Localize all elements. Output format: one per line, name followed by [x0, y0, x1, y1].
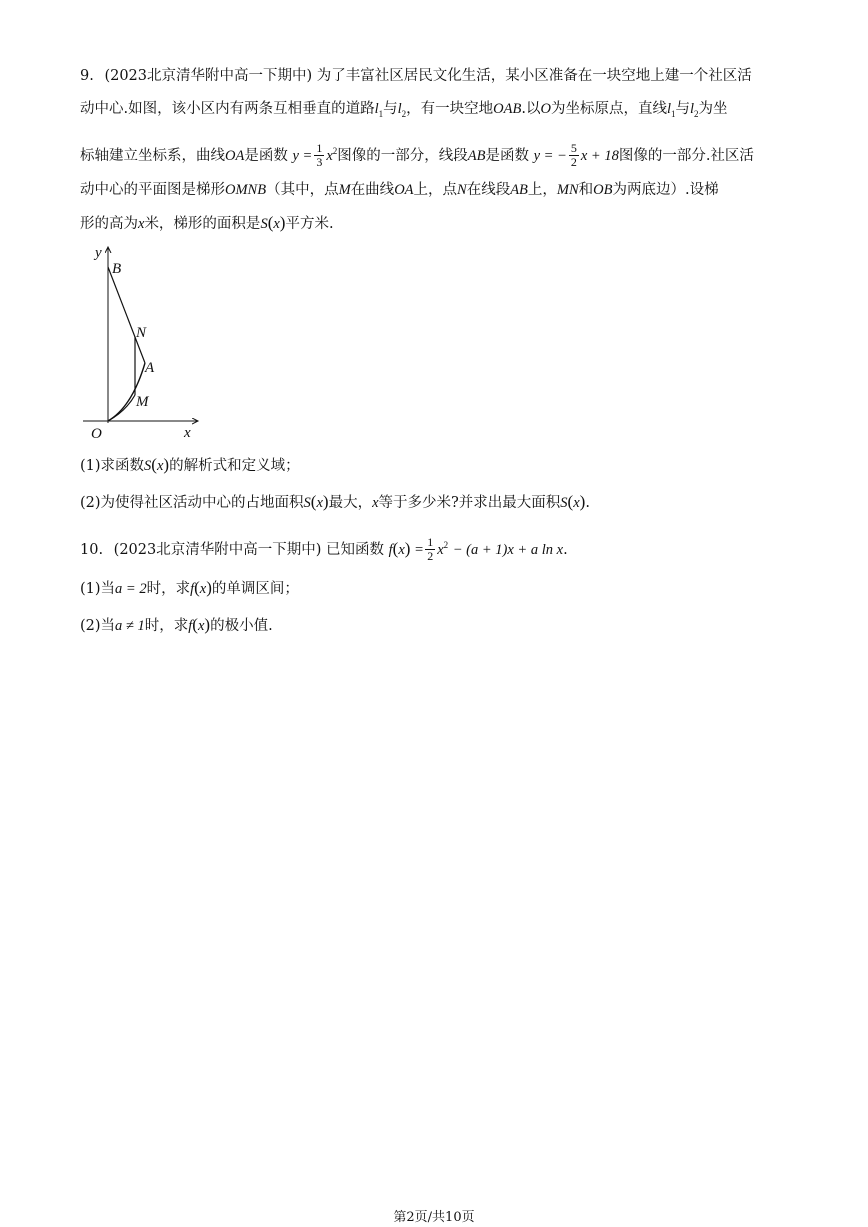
q10-line-1 — [80, 530, 800, 564]
paren: ( — [392, 538, 399, 558]
var-x: x — [197, 618, 205, 634]
q9-text: 形的高为 — [80, 216, 138, 232]
q9-line-5 — [80, 213, 800, 234]
q10-sub-text: (2)当 — [80, 618, 116, 634]
q10-text: 已知函数 — [326, 541, 384, 558]
q10-source: (2023北京清华附中高一下期中) — [113, 541, 322, 558]
formula-1-var: x — [326, 147, 333, 164]
paren: ) — [579, 492, 586, 511]
point-m: M — [338, 182, 351, 198]
q9-text: ，有一块空地 — [406, 101, 494, 117]
paren: ) — [206, 578, 212, 597]
formula-1-exponent: 2 — [332, 146, 338, 156]
q9-text: 平方米. — [285, 216, 334, 232]
trapezoid-omnb: OMNB — [225, 182, 267, 198]
period: . — [563, 541, 568, 558]
var-x: x — [573, 495, 580, 511]
q9-text: 为了丰富社区居民文化生活，某小区准备在一块空地上建一个社区活 — [316, 68, 752, 84]
var-x: x — [372, 495, 379, 511]
q9-sub-text: 等于多少米?并求出最大面积 — [378, 495, 561, 511]
q9-text: 为两底边）.设梯 — [612, 182, 719, 198]
func-s: S — [560, 495, 568, 511]
label-a: A — [145, 360, 155, 376]
road-l2-sub: 2 — [694, 108, 699, 119]
q9-text: 米，梯形的面积是 — [144, 216, 261, 232]
q9-sub-1 — [80, 455, 800, 476]
q9-text: 是函数 — [244, 147, 288, 164]
label-b: B — [112, 261, 122, 277]
q9-text: .以 — [521, 101, 541, 117]
base-ob: OB — [593, 182, 613, 198]
coordinate-figure — [78, 243, 208, 443]
var-x: x — [316, 495, 323, 511]
formula-2-rest: x + 18 — [580, 147, 619, 164]
q9-sub-text: 的解析式和定义域； — [169, 458, 300, 474]
q10-sub-text: 时，求 — [146, 581, 191, 597]
q9-text: 和 — [578, 182, 594, 198]
formula-2-fraction — [569, 142, 579, 169]
fraction-numerator: 1 — [427, 535, 434, 550]
q9-text: 上，点 — [413, 182, 458, 198]
paren: ( — [151, 455, 157, 474]
paren: ) — [163, 455, 170, 474]
paren: ( — [194, 578, 200, 597]
q9-text: 在曲线 — [350, 182, 395, 198]
label-y: y — [95, 245, 102, 261]
q10-sub-text: 的极小值. — [210, 618, 273, 634]
q10-sub-1 — [80, 578, 800, 599]
paren: ( — [267, 213, 274, 232]
curve-oa: OA — [394, 182, 414, 198]
q9-line-3 — [80, 136, 800, 170]
q9-text: 在线段 — [466, 182, 511, 198]
q9-text: 是函数 — [485, 147, 529, 164]
var-x: x — [273, 216, 280, 232]
func-f: f — [190, 581, 195, 597]
condition: a = 2 — [115, 581, 147, 597]
q9-text: 标轴建立坐标系，曲线 — [80, 147, 225, 164]
road-l1: l — [374, 101, 379, 117]
q10-number: 10. — [80, 541, 104, 558]
q9-text: （其中，点 — [266, 182, 339, 198]
q10-fraction — [425, 536, 435, 563]
q9-text: 动中心的平面图是梯形 — [80, 182, 225, 198]
paren: ( — [192, 615, 198, 634]
q10-sub-text: 时，求 — [144, 618, 189, 634]
q9-source: (2023北京清华附中高一下期中) — [104, 68, 313, 84]
paren: ) — [322, 492, 329, 511]
q9-sub-text: . — [585, 495, 590, 511]
fraction-numerator: 1 — [316, 141, 323, 156]
q9-line-1 — [80, 66, 800, 86]
q10-sub-text: (1)当 — [80, 581, 116, 597]
condition: a ≠ 1 — [115, 618, 145, 634]
q9-text: 为坐 — [698, 101, 728, 117]
paren: ( — [567, 492, 574, 511]
segment-ab-line — [108, 267, 145, 363]
q9-line-2 — [80, 99, 800, 124]
road-l1-sub: 1 — [378, 108, 384, 119]
q9-line-4 — [80, 180, 800, 200]
curve-om-path — [108, 395, 135, 421]
func-s: S — [144, 458, 152, 474]
var-x: x — [437, 541, 444, 558]
q10-sub-text: 的单调区间； — [211, 581, 299, 597]
fraction-denominator: 2 — [427, 549, 434, 564]
paren: ( — [310, 492, 317, 511]
var-x: x — [398, 541, 405, 558]
var-x: x — [156, 458, 164, 474]
q9-text: 与 — [383, 101, 398, 117]
q9-sub-text: (2)为使得社区活动中心的占地面积 — [80, 495, 304, 511]
point-o: O — [540, 101, 551, 117]
q9-sub-2 — [80, 492, 800, 513]
paren: ) — [404, 538, 411, 558]
paren: ) — [204, 615, 211, 634]
road-l1: l — [666, 101, 671, 117]
q9-text: 图像的一部分，线段 — [337, 147, 468, 164]
equals-sign: = — [415, 541, 424, 558]
formula-1-lhs: y = — [292, 147, 313, 164]
road-l2: l — [397, 101, 402, 117]
func-f: f — [388, 541, 393, 558]
label-x: x — [184, 425, 191, 441]
curve-oa-path — [108, 363, 145, 421]
func-s: S — [303, 495, 311, 511]
q9-text: 动中心.如图，该小区内有两条互相垂直的道路 — [80, 101, 375, 117]
q9-text: 上， — [527, 182, 557, 198]
fraction-denominator: 3 — [316, 155, 323, 170]
q9-number: 9. — [80, 68, 94, 84]
formula-2-lhs: y = − — [533, 147, 567, 164]
segment-ab: AB — [467, 147, 486, 164]
q9-text: 与 — [675, 101, 690, 117]
base-mn: MN — [556, 182, 579, 198]
q9-sub-text: (1)求函数 — [80, 458, 145, 474]
fraction-numerator: 5 — [570, 141, 577, 156]
q9-text: 为坐标原点，直线 — [550, 101, 667, 117]
label-m: M — [136, 394, 149, 410]
q10-formula-rest: − (a + 1)x + a ln x — [452, 541, 564, 558]
fraction-denominator: 2 — [570, 155, 577, 170]
road-l1-sub: 1 — [670, 108, 676, 119]
segment-ab: AB — [510, 182, 528, 198]
func-s: S — [260, 216, 268, 232]
exponent: 2 — [443, 540, 449, 550]
func-f: f — [188, 618, 193, 634]
point-n: N — [457, 182, 467, 198]
land-oab: OAB — [493, 101, 522, 117]
formula-1-fraction — [314, 142, 324, 169]
road-l2-sub: 2 — [401, 108, 407, 119]
var-x: x — [138, 216, 145, 232]
paren: ) — [279, 213, 286, 232]
road-l2: l — [689, 101, 695, 117]
q9-sub-text: 最大， — [328, 495, 373, 511]
curve-oa: OA — [225, 147, 245, 164]
q10-sub-2 — [80, 615, 800, 636]
label-o: O — [91, 426, 102, 442]
q9-text: 图像的一部分.社区活 — [618, 147, 754, 164]
page-footer: 第2页/共10页 — [393, 1210, 475, 1225]
var-x: x — [199, 581, 207, 597]
label-n: N — [136, 325, 147, 341]
